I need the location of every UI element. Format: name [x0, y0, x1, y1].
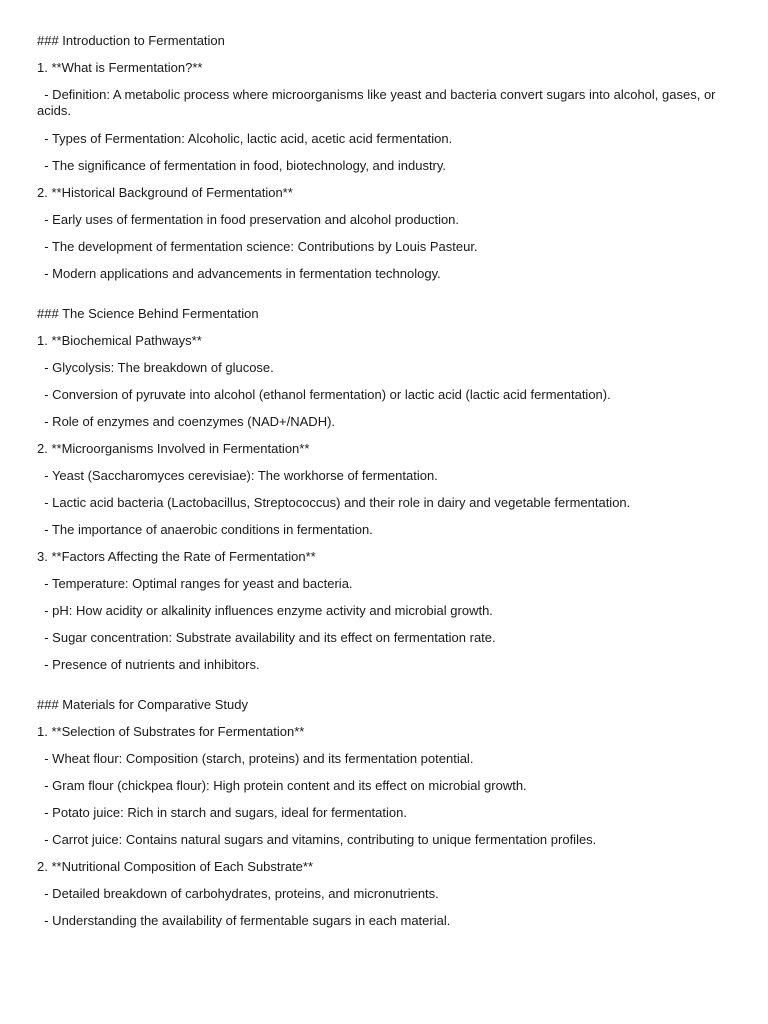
- bullet-item: - Wheat flour: Composition (starch, proteins) and its fermentation potential.: [37, 751, 474, 766]
- section-heading: ### The Science Behind Fermentation: [37, 306, 259, 321]
- bullet-item: - The significance of fermentation in food, biotechnology, and industry.: [37, 158, 447, 173]
- bullet-item: - Temperature: Optimal ranges for yeast and bacteria.: [37, 576, 353, 591]
- bullet-item: - Sugar concentration: Substrate availability and its effect on fermentation rate.: [37, 630, 496, 645]
- document-page: [37, 33, 732, 953]
- numbered-item-title: 1. **What is Fermentation?**: [37, 60, 203, 75]
- bullet-item: - Glycolysis: The breakdown of glucose.: [37, 360, 274, 375]
- bullet-item: - Modern applications and advancements in fermentation technology.: [37, 266, 441, 281]
- bullet-item: - Conversion of pyruvate into alcohol (ethanol fermentation) or lactic acid (lactic acid fermentation).: [37, 387, 611, 402]
- numbered-item-title: 3. **Factors Affecting the Rate of Fermentation**: [37, 549, 316, 564]
- section-introduction: [37, 33, 732, 282]
- bullet-item: - Gram flour (chickpea flour): High protein content and its effect on microbial growth.: [37, 778, 527, 793]
- bullet-item: - pH: How acidity or alkalinity influences enzyme activity and microbial growth.: [37, 603, 493, 618]
- bullet-item: - The importance of anaerobic conditions in fermentation.: [37, 522, 373, 537]
- section-heading: ### Introduction to Fermentation: [37, 33, 225, 48]
- bullet-item: - Definition: A metabolic process where microorganisms like yeast and bacteria convert sugars into alcohol, gases, or acids.: [37, 87, 720, 118]
- numbered-item-title: 1. **Selection of Substrates for Fermentation**: [37, 724, 305, 739]
- section-materials: [37, 697, 732, 929]
- bullet-item: - Carrot juice: Contains natural sugars and vitamins, contributing to unique fermentation profiles.: [37, 832, 597, 847]
- section-science: [37, 306, 732, 673]
- numbered-item-title: 2. **Microorganisms Involved in Fermentation**: [37, 441, 310, 456]
- numbered-item-title: 1. **Biochemical Pathways**: [37, 333, 202, 348]
- bullet-item: - Potato juice: Rich in starch and sugars, ideal for fermentation.: [37, 805, 407, 820]
- bullet-item: - Lactic acid bacteria (Lactobacillus, Streptococcus) and their role in dairy and vegetable fermentation.: [37, 495, 631, 510]
- numbered-item-title: 2. **Historical Background of Fermentation**: [37, 185, 293, 200]
- bullet-item: - Types of Fermentation: Alcoholic, lactic acid, acetic acid fermentation.: [37, 131, 453, 146]
- bullet-item: - Early uses of fermentation in food preservation and alcohol production.: [37, 212, 460, 227]
- bullet-item: - The development of fermentation science: Contributions by Louis Pasteur.: [37, 239, 478, 254]
- bullet-item: - Detailed breakdown of carbohydrates, proteins, and micronutrients.: [37, 886, 439, 901]
- bullet-item: - Presence of nutrients and inhibitors.: [37, 657, 260, 672]
- bullet-item: - Understanding the availability of fermentable sugars in each material.: [37, 913, 451, 928]
- section-heading: ### Materials for Comparative Study: [37, 697, 248, 712]
- bullet-item: - Role of enzymes and coenzymes (NAD+/NADH).: [37, 414, 336, 429]
- numbered-item-title: 2. **Nutritional Composition of Each Substrate**: [37, 859, 314, 874]
- bullet-item: - Yeast (Saccharomyces cerevisiae): The workhorse of fermentation.: [37, 468, 438, 483]
